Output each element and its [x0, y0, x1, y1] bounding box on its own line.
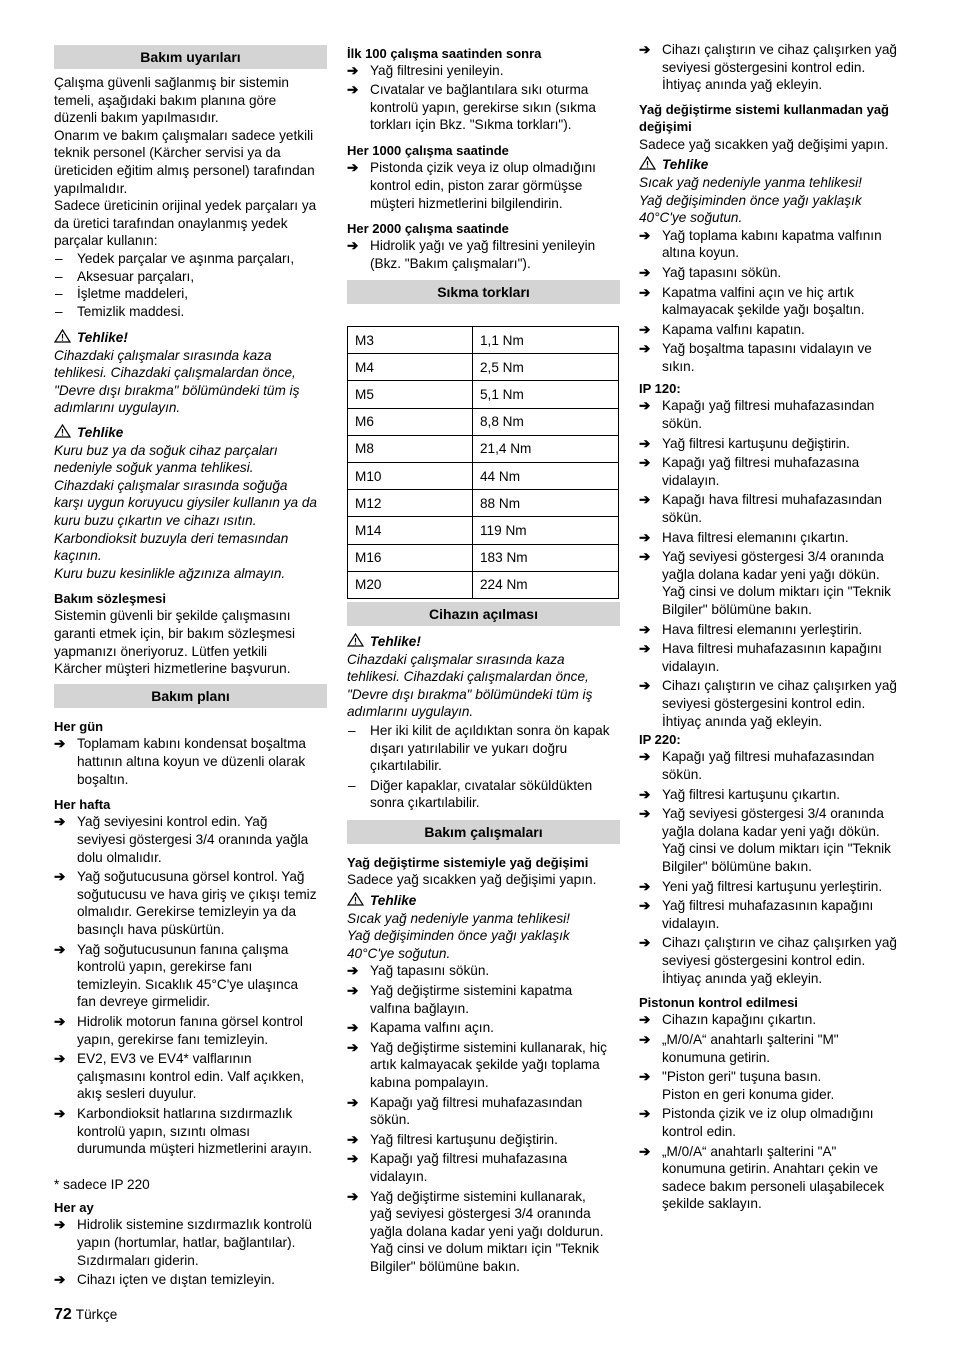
arrow-right-icon: ➔	[639, 284, 651, 300]
subheading: Her 1000 çalışma saatinde	[347, 143, 509, 158]
section-header-bakim-uyarilari: Bakım uyarıları	[54, 45, 327, 69]
table-cell: 1,1 Nm	[473, 327, 619, 354]
warning-title: Tehlike	[639, 156, 914, 174]
maintenance-contract-block	[54, 590, 327, 678]
arrow-list-item: ➔ Yağ değiştirme sistemini kapatma valfına bağlayın.	[347, 982, 573, 1016]
table-cell: 224 Nm	[473, 571, 619, 598]
arrow-list-item: ➔ Yağ filtresini yenileyin.	[347, 63, 504, 79]
arrow-right-icon: ➔	[347, 1151, 359, 1167]
list-item: – Temizlik maddesi.	[55, 303, 185, 319]
intro-block	[54, 74, 327, 320]
dash-bullet: –	[55, 303, 63, 319]
dash-bullet: –	[55, 286, 63, 302]
table-row	[348, 408, 619, 435]
warning-block-1	[54, 329, 327, 417]
arrow-list-item: ➔ Cihazı çalıştırın ve cihaz çalışırken yağ seviyesi göstergesini kontrol edin. İhtiyaç anında yağ ekleyin.	[639, 678, 897, 729]
arrow-right-icon: ➔	[639, 878, 651, 894]
footnote: * sadece IP 220	[54, 1177, 150, 1192]
table-row	[348, 327, 619, 354]
warning-triangle-icon	[347, 633, 364, 647]
table-cell: M10	[348, 462, 473, 489]
warning-block-3	[347, 633, 620, 812]
table-row	[348, 462, 619, 489]
arrow-right-icon: ➔	[639, 1069, 651, 1085]
table-cell: 183 Nm	[473, 544, 619, 571]
warning-title: Tehlike	[54, 424, 327, 442]
arrow-list-item: ➔ Yağ boşaltma tapasını vidalayın ve sıkın.	[639, 341, 872, 374]
top-continuation-block	[639, 41, 914, 94]
table-cell: M20	[348, 571, 473, 598]
arrow-right-icon: ➔	[639, 341, 651, 357]
oil-change-manual-block	[639, 101, 914, 376]
table-cell: M16	[348, 544, 473, 571]
arrow-right-icon: ➔	[347, 82, 359, 97]
first-100-hours-block	[347, 45, 620, 134]
list-item: – Diğer kapaklar, cıvatalar söküldükten sonra çıkartılabilir.	[348, 777, 593, 811]
arrow-list-item: ➔ Kapağı yağ filtresi muhafazasından sökün.	[639, 398, 875, 431]
arrow-right-icon: ➔	[54, 869, 66, 885]
dash-bullet: –	[348, 777, 356, 793]
arrow-list-item: ➔ Pistonda çizik ve iz olup olmadığını kontrol edin.	[639, 1106, 874, 1139]
arrow-list-item: ➔ Kapama valfını kapatın.	[639, 321, 805, 337]
warning-text: Cihazdaki çalışmalar sırasında kaza tehlikesi. Cihazdaki çalışmalardan önce, "Devre dışı bırakma" bölümündeki tüm iş adımlarını uygulayın.	[54, 347, 300, 416]
arrow-list-item: ➔ Yağ filtresi kartuşunu değiştirin.	[347, 1131, 558, 1147]
arrow-right-icon: ➔	[347, 1188, 359, 1204]
warning-text: Cihazdaki çalışmalar sırasında kaza tehlikesi. Cihazdaki çalışmalardan önce, "Devre dışı bırakma" bölümündeki tüm iş adımlarını uygulayın.	[347, 651, 593, 720]
arrow-list-item: ➔ Cihazı içten ve dıştan temizleyin.	[54, 1272, 275, 1288]
arrow-list-item: ➔ Cihazı çalıştırın ve cihaz çalışırken yağ seviyesi göstergesini kontrol edin. İhtiyaç anında yağ ekleyin.	[639, 42, 897, 93]
table-cell: 2,5 Nm	[473, 354, 619, 381]
arrow-list-item: ➔ Kapama valfını açın.	[347, 1020, 494, 1036]
warning-triangle-icon	[347, 892, 364, 906]
warning-text: Sıcak yağ nedeniyle yanma tehlikesi! Yağ değişiminden önce yağı yaklaşık 40°C'ye soğutun.	[639, 175, 862, 226]
subheading: Her ay	[54, 1200, 94, 1215]
arrow-list-item: ➔ „M/0/A“ anahtarlı şalterini "M" konumuna getirin.	[639, 1032, 839, 1065]
language-label: Türkçe	[75, 1307, 118, 1322]
subheading: Pistonun kontrol edilmesi	[639, 995, 798, 1010]
list-item: – İşletme maddeleri,	[55, 286, 189, 302]
dash-bullet: –	[55, 268, 63, 284]
subheading: Her hafta	[54, 797, 111, 812]
arrow-list-item: ➔ Kapağı yağ filtresi muhafazasından sökün.	[639, 749, 875, 782]
arrow-right-icon: ➔	[639, 806, 651, 822]
arrow-right-icon: ➔	[639, 749, 651, 765]
table-cell: M4	[348, 354, 473, 381]
arrow-list-item: ➔ Yeni yağ filtresi kartuşunu yerleştirin.	[639, 878, 883, 894]
arrow-right-icon: ➔	[347, 238, 359, 254]
arrow-list-item: ➔ Yağ filtresi kartuşunu çıkartın.	[639, 786, 841, 802]
table-cell: 21,4 Nm	[473, 435, 619, 462]
arrow-list-item: ➔ Hava filtresi muhafazasının kapağını vidalayın.	[639, 641, 882, 674]
arrow-right-icon: ➔	[347, 63, 359, 79]
arrow-list-item: ➔ Yağ soğutucusuna görsel kontrol. Yağ soğutucusu ve hava giriş ve çıkışı temiz olmalıdır. Gerekirse temizleyin ya da basınçlı hava püskürtün.	[54, 869, 317, 937]
arrow-list-item: ➔ "Piston geri" tuşuna basın. Piston en geri konuma gider.	[639, 1069, 835, 1102]
subheading: Bakım sözleşmesi	[54, 591, 167, 606]
subheading: İlk 100 çalışma saatinden sonra	[347, 46, 542, 61]
table-cell: 44 Nm	[473, 462, 619, 489]
table-cell: 119 Nm	[473, 517, 619, 544]
warning-text: Sıcak yağ nedeniyle yanma tehlikesi! Yağ değişiminden önce yağı yaklaşık 40°C'ye soğutun.	[347, 910, 570, 961]
section-header-sikma-torklari: Sıkma torkları	[347, 280, 620, 304]
arrow-right-icon: ➔	[639, 621, 651, 637]
arrow-right-icon: ➔	[54, 1105, 66, 1121]
every-1000-hours-block	[347, 142, 620, 212]
arrow-right-icon: ➔	[639, 898, 651, 914]
arrow-right-icon: ➔	[639, 455, 651, 471]
arrow-right-icon: ➔	[54, 1051, 66, 1067]
table-row	[348, 435, 619, 462]
arrow-list-item: ➔ Hava filtresi elemanını çıkartın.	[639, 529, 849, 545]
arrow-list-item: ➔ Yağ seviyesi göstergesi 3/4 oranında yağla dolana kadar yeni yağı dökün. Yağ cinsi ve dolum miktarı için "Teknik Bilgiler" bölümüne bakın.	[639, 806, 891, 874]
table-row	[348, 381, 619, 408]
arrow-list-item: ➔ Yağ filtresi muhafazasının kapağını vidalayın.	[639, 898, 874, 931]
warning-triangle-icon	[639, 156, 656, 170]
arrow-right-icon: ➔	[347, 982, 359, 998]
arrow-list-item: ➔ Hidrolik sistemine sızdırmazlık kontrolü yapın (hortumlar, hatlar, bağlantılar). Sızdırmaları giderin.	[54, 1217, 312, 1268]
ip120-block	[639, 380, 914, 730]
table-cell: M12	[348, 490, 473, 517]
arrow-list-item: ➔ „M/0/A“ anahtarlı şalterini "A" konumuna getirin. Anahtarı çekin ve sadece bakım personeli ulaşabilecek şekilde saklayın.	[639, 1143, 885, 1212]
table-cell: 5,1 Nm	[473, 381, 619, 408]
arrow-list-item: ➔ Yağ değiştirme sistemini kullanarak, hiç artık kalmayacak şekilde yağı toplama kabına pompalayın.	[347, 1039, 607, 1090]
table-row	[348, 517, 619, 544]
arrow-right-icon: ➔	[347, 1094, 359, 1110]
arrow-list-item: ➔ Yağ toplama kabını kapatma valfının altına koyun.	[639, 227, 882, 261]
section-header-cihazin-acilmasi: Cihazın açılması	[347, 602, 620, 626]
subheading: Yağ değiştirme sistemi kullanmadan yağ değişimi	[639, 102, 889, 135]
arrow-right-icon: ➔	[639, 1012, 651, 1028]
arrow-right-icon: ➔	[54, 1272, 66, 1288]
warning-title: Tehlike	[347, 892, 620, 910]
arrow-list-item: ➔ Cihazı çalıştırın ve cihaz çalışırken yağ seviyesi göstergesini kontrol edin. İhtiyaç anında yağ ekleyin.	[639, 935, 897, 986]
arrow-list-item: ➔ Kapağı hava filtresi muhafazasından sökün.	[639, 492, 882, 525]
arrow-list-item: ➔ Yağ filtresi kartuşunu değiştirin.	[639, 435, 850, 451]
warning-title: Tehlike!	[54, 329, 327, 347]
arrow-list-item: ➔ Cıvatalar ve bağlantılara sıkı oturma kontrolü yapın, gerekirse sıkın (sıkma torkları için Bkz. "Sıkma torkları").	[347, 82, 596, 133]
arrow-right-icon: ➔	[639, 678, 651, 694]
subheading: Yağ değiştirme sistemiyle yağ değişimi	[347, 855, 589, 870]
arrow-right-icon: ➔	[54, 941, 66, 957]
table-row	[348, 354, 619, 381]
arrow-list-item: ➔ Hidrolik yağı ve yağ filtresini yenileyin (Bkz. "Bakım çalışmaları").	[347, 238, 596, 271]
every-2000-hours-block	[347, 220, 620, 273]
page-number: 72	[54, 1306, 72, 1323]
arrow-list-item: ➔ Yağ soğutucusunun fanına çalışma kontrolü yapın, gerekirse fanı temizleyin. Sıcaklık 45°C'ye ulaşınca fan devreye girmelidir.	[54, 941, 299, 1010]
warning-block-2	[54, 424, 327, 582]
arrow-right-icon: ➔	[639, 935, 651, 951]
arrow-list-item: ➔ Yağ tapasını sökün.	[347, 963, 490, 979]
intro-paragraph-1: Çalışma güvenli sağlanmış bir sistemin temeli, aşağıdaki bakım planına göre düzenli bakım yapılmasıdır.	[54, 75, 289, 126]
arrow-right-icon: ➔	[639, 1032, 651, 1047]
arrow-right-icon: ➔	[347, 1131, 359, 1147]
arrow-right-icon: ➔	[639, 227, 651, 243]
arrow-list-item: ➔ Kapağı yağ filtresi muhafazasından sökün.	[347, 1094, 583, 1128]
paragraph: Sadece yağ sıcakken yağ değişimi yapın.	[639, 136, 889, 152]
paragraph: Sadece yağ sıcakken yağ değişimi yapın.	[347, 872, 597, 888]
warning-title: Tehlike!	[347, 633, 620, 651]
warning-triangle-icon	[54, 424, 71, 438]
subheading: Her gün	[54, 719, 104, 734]
arrow-list-item: ➔ Cihazın kapağını çıkartın.	[639, 1012, 817, 1028]
arrow-list-item: ➔ Kapağı yağ filtresi muhafazasına vidalayın.	[347, 1151, 568, 1184]
oil-change-system-block	[347, 854, 620, 1275]
arrow-right-icon: ➔	[639, 1143, 651, 1159]
arrow-right-icon: ➔	[54, 1013, 66, 1029]
monthly-block	[54, 1199, 327, 1289]
arrow-right-icon: ➔	[639, 549, 651, 565]
arrow-list-item: ➔ Hidrolik motorun fanına görsel kontrol yapın, gerekirse fanı temizleyin.	[54, 1013, 303, 1047]
warning-text: Kuru buz ya da soğuk cihaz parçaları nedeniyle soğuk yanma tehlikesi. Cihazdaki çalışmalar sırasında soğuğa karşı uygun koruyucu giysiler kullanın ya da kuru buzu çıkartın ve cihazı ısıtın. Karbondioksit buzuyla deri temasından kaçının. Kuru buzu kesinlikle ağzınıza almayın.	[54, 442, 317, 581]
daily-block	[54, 718, 327, 788]
arrow-right-icon: ➔	[347, 963, 359, 979]
subheading: IP 120:	[639, 381, 681, 396]
table-cell: 88 Nm	[473, 490, 619, 517]
table-cell: 8,8 Nm	[473, 408, 619, 435]
arrow-list-item: ➔ Yağ seviyesini kontrol edin. Yağ seviyesi göstergesi 3/4 oranında yağla dolu olmalıdır.	[54, 814, 309, 865]
arrow-right-icon: ➔	[639, 264, 651, 280]
arrow-right-icon: ➔	[639, 529, 651, 545]
arrow-right-icon: ➔	[54, 814, 66, 830]
table-row	[348, 490, 619, 517]
arrow-right-icon: ➔	[54, 1217, 66, 1233]
ip220-block	[639, 731, 914, 987]
list-item: – Yedek parçalar ve aşınma parçaları,	[55, 250, 295, 266]
arrow-right-icon: ➔	[639, 1106, 651, 1122]
arrow-list-item: ➔ EV2, EV3 ve EV4* valflarının çalışmasını kontrol edin. Valf açıkken, akış sesleri duyulur.	[54, 1051, 305, 1102]
arrow-list-item: ➔ Karbondioksit hatlarına sızdırmazlık kontrolü yapın, sızıntı olması durumunda müşteri hizmetlerini arayın.	[54, 1105, 312, 1157]
piston-check-block	[639, 994, 914, 1213]
intro-paragraph-2: Onarım ve bakım çalışmaları sadece yetkili teknik personel (Kärcher servisi ya da üreticiden eğitim almış personel) tarafından yapılmalıdır.	[54, 127, 315, 196]
arrow-right-icon: ➔	[639, 492, 651, 508]
list-item: – Her iki kilit de açıldıktan sonra ön kapak dışarı yatırılabilir ve yukarı doğru çıkartılabilir.	[348, 722, 610, 774]
weekly-block	[54, 796, 327, 1158]
arrow-right-icon: ➔	[639, 42, 651, 57]
warning-triangle-icon	[54, 329, 71, 343]
arrow-list-item: ➔ Pistonda çizik veya iz olup olmadığını kontrol edin, piston zarar görmüşse müşteri hizmetlerini bilgilendirin.	[347, 160, 596, 211]
list-item: – Aksesuar parçaları,	[55, 268, 195, 284]
arrow-right-icon: ➔	[54, 736, 66, 752]
page-footer	[54, 1306, 117, 1324]
arrow-right-icon: ➔	[347, 1039, 359, 1055]
table-row	[348, 544, 619, 571]
arrow-right-icon: ➔	[639, 786, 651, 802]
arrow-list-item: ➔ Yağ tapasını sökün.	[639, 264, 782, 280]
arrow-right-icon: ➔	[639, 435, 651, 451]
table-cell: M5	[348, 381, 473, 408]
arrow-right-icon: ➔	[639, 398, 651, 414]
torque-table	[347, 326, 619, 599]
torque-table-wrap	[347, 326, 620, 599]
dash-bullet: –	[55, 250, 63, 266]
table-cell: M3	[348, 327, 473, 354]
arrow-right-icon: ➔	[639, 321, 651, 337]
arrow-right-icon: ➔	[347, 160, 359, 176]
dash-bullet: –	[348, 722, 356, 738]
arrow-list-item: ➔ Yağ değiştirme sistemini kullanarak, yağ seviyesi göstergesi 3/4 oranında yağla dolana kadar yeni yağı doldurun. Yağ cinsi ve dolum miktarı için "Teknik Bilgiler" bölümüne bakın.	[347, 1188, 604, 1274]
arrow-list-item: ➔ Kapatma valfini açın ve hiç artık kalmayacak şekilde yağı boşaltın.	[639, 284, 865, 318]
subheading: Her 2000 çalışma saatinde	[347, 221, 509, 236]
table-cell: M8	[348, 435, 473, 462]
arrow-list-item: ➔ Hava filtresi elemanını yerleştirin.	[639, 621, 863, 637]
table-cell: M6	[348, 408, 473, 435]
arrow-right-icon: ➔	[639, 641, 651, 657]
arrow-list-item: ➔ Yağ seviyesi göstergesi 3/4 oranında yağla dolana kadar yeni yağı dökün. Yağ cinsi ve dolum miktarı için "Teknik Bilgiler" bölümüne bakın.	[639, 549, 891, 617]
table-cell: M14	[348, 517, 473, 544]
subheading: IP 220:	[639, 732, 681, 747]
section-header-bakim-calismalari: Bakım çalışmaları	[347, 820, 620, 844]
arrow-right-icon: ➔	[347, 1020, 359, 1036]
table-row	[348, 571, 619, 598]
section-header-bakim-plani: Bakım planı	[54, 684, 327, 708]
arrow-list-item: ➔ Kapağı yağ filtresi muhafazasına vidalayın.	[639, 455, 860, 488]
paragraph: Sistemin güvenli bir şekilde çalışmasını garanti etmek için, bir bakım sözleşmesi yapmanızı öneriyoruz. Lütfen yetkili Kärcher müşteri hizmetlerine başvurun.	[54, 608, 295, 677]
arrow-list-item: ➔ Toplamam kabını kondensat boşaltma hattının altına koyun ve düzenli olarak boşaltın.	[54, 736, 306, 787]
intro-paragraph-3: Sadece üreticinin orijinal yedek parçaları ya da üretici tarafından onaylanmış yedek parçalar kullanın:	[54, 198, 317, 249]
